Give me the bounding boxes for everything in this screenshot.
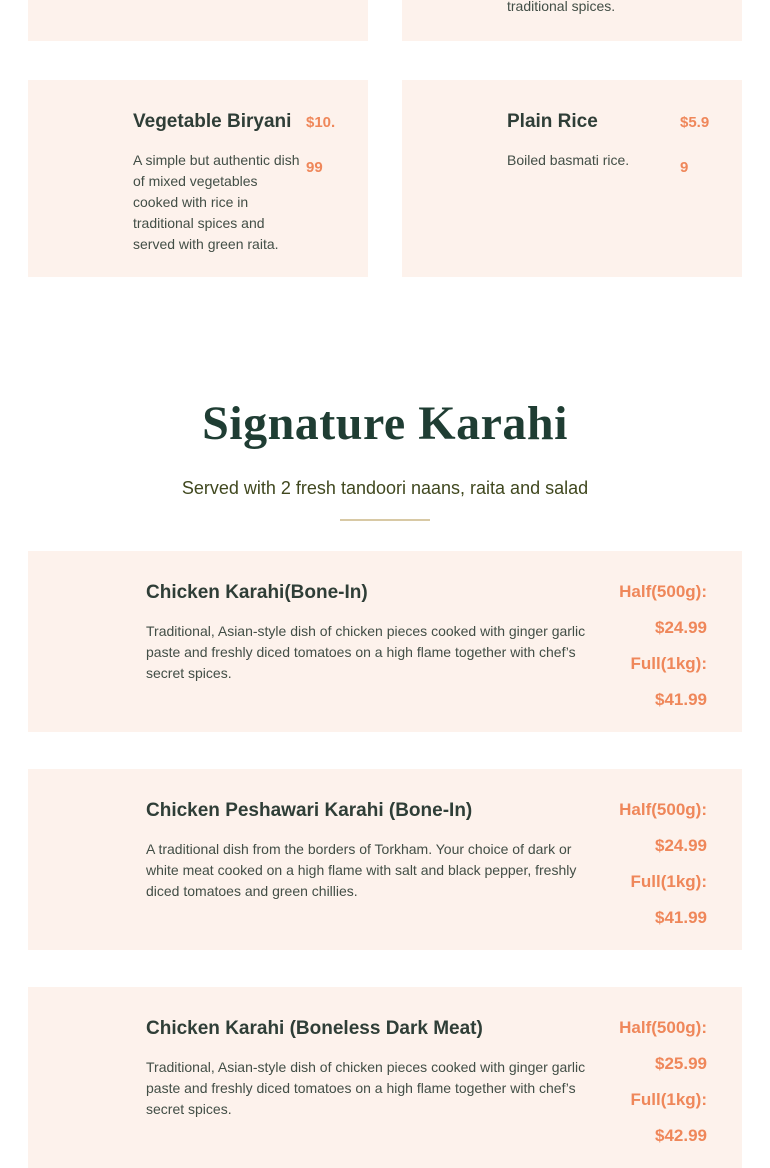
item-description: Traditional, Asian-style dish of chicken pieces cooked with ginger garlic paste and freshly diced tomatoes on a high flame together with chef’s secret spices. xyxy=(146,1059,586,1117)
item-description-tail: traditional spices. xyxy=(507,0,616,14)
menu-card-chicken-peshawari-karahi xyxy=(28,769,742,950)
item-price: $5.99 xyxy=(680,114,710,176)
item-main xyxy=(146,581,598,732)
section-divider xyxy=(340,519,430,521)
item-title: Chicken Peshawari Karahi (Bone-In) xyxy=(146,800,473,821)
karahi-card-list xyxy=(28,551,742,1168)
menu-card-vegetable-biryani xyxy=(28,80,368,277)
partial-card-row xyxy=(28,0,742,41)
section-header xyxy=(28,395,742,521)
menu-card-chicken-karahi-bone-in xyxy=(28,551,742,732)
item-price: $10.99 xyxy=(306,114,336,176)
item-description: A traditional dish from the borders of Torkham. Your choice of dark or white meat cooked on a high flame with salt and black pepper, freshly diced tomatoes and green chillies. xyxy=(146,841,577,899)
item-description: A simple but authentic dish of mixed vegetables cooked with rice in traditional spices and served with green raita. xyxy=(133,152,300,252)
item-main xyxy=(507,110,677,277)
item-main xyxy=(133,110,303,277)
item-description: Traditional, Asian-style dish of chicken pieces cooked with ginger garlic paste and freshly diced tomatoes on a high flame together with chef’s secret spices. xyxy=(146,623,586,681)
menu-card-plain-rice xyxy=(402,80,742,277)
item-title: Chicken Karahi (Boneless Dark Meat) xyxy=(146,1018,483,1039)
item-description: Boiled basmati rice. xyxy=(507,152,630,168)
menu-card-partial-right xyxy=(402,0,742,41)
item-title: Plain Rice xyxy=(507,111,598,132)
section-title: Signature Karahi xyxy=(202,397,568,450)
item-price: Half(500g): $24.99 Full(1kg): $41.99 xyxy=(619,800,707,927)
item-price: Half(500g): $25.99 Full(1kg): $42.99 xyxy=(619,1018,707,1145)
menu-card-partial-left xyxy=(28,0,368,41)
rice-card-row xyxy=(28,80,742,277)
item-main xyxy=(146,799,598,950)
item-title: Chicken Karahi(Bone-In) xyxy=(146,582,368,603)
item-main xyxy=(146,1017,598,1168)
menu-card-chicken-karahi-boneless xyxy=(28,987,742,1168)
section-subtitle: Served with 2 fresh tandoori naans, raita and salad xyxy=(181,478,589,498)
menu-page xyxy=(28,0,742,1168)
item-price: Half(500g): $24.99 Full(1kg): $41.99 xyxy=(619,582,707,709)
item-title: Vegetable Biryani xyxy=(133,111,292,132)
